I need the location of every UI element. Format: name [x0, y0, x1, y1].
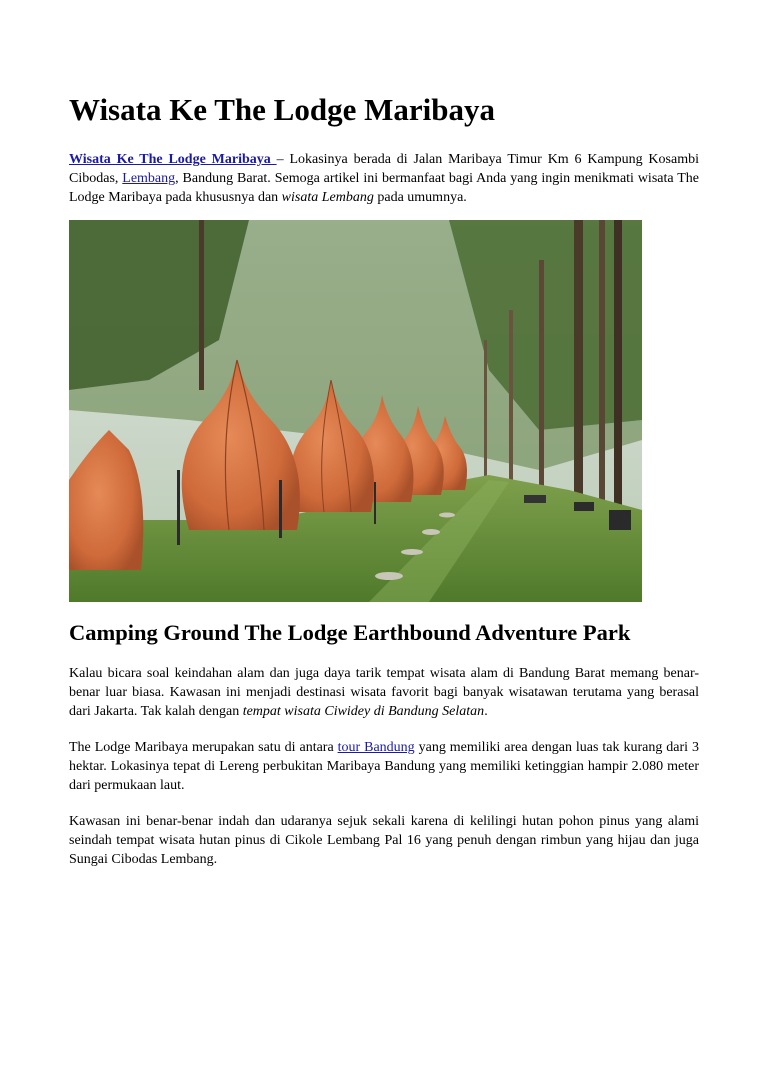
paragraph-2 — [69, 738, 699, 795]
intro-text-3: pada umumnya. — [373, 190, 467, 205]
p1-text-1: Kalau bicara soal keindahan alam dan juga daya tarik tempat wisata alam di Bandung Barat memang benar-benar luar biasa. Kawasan ini menjadi destinasi wisata favorit bagi banyak wisatawan terutama yang berasal dari Jakarta. Tak kalah dengan — [69, 666, 699, 719]
lembang-link[interactable]: Lembang — [122, 171, 176, 186]
intro-text-2: , Bandung Barat. Semoga artikel ini bermanfaat bagi Anda yang ingin menikmati wisata The Lodge Maribaya pada khususnya dan — [69, 171, 699, 205]
intro-italic: wisata Lembang — [281, 190, 374, 205]
p2-text-1: The Lodge Maribaya merupakan satu di antara — [69, 740, 338, 755]
p1-italic: tempat wisata Ciwidey di Bandung Selatan — [242, 704, 485, 719]
p1-text-2: . — [484, 704, 488, 719]
p2-text-2: yang memiliki area dengan luas tak kurang dari 3 hektar. Lokasinya tepat di Lereng perbukitan Maribaya Bandung yang memiliki ketinggian hampir 2.080 meter dari permukaan laut. — [69, 740, 699, 793]
page-title: Wisata Ke The Lodge Maribaya — [69, 92, 495, 127]
tent-photo — [69, 220, 642, 602]
paragraph-1 — [69, 664, 699, 721]
section-heading: Camping Ground The Lodge Earthbound Adventure Park — [69, 620, 631, 645]
intro-text-1: – Lokasinya berada di Jalan Maribaya Timur Km 6 Kampung Kosambi Cibodas, — [69, 152, 699, 186]
intro-paragraph — [69, 150, 699, 207]
title-link[interactable]: Wisata Ke The Lodge Maribaya — [69, 152, 277, 167]
tour-bandung-link[interactable]: tour Bandung — [337, 740, 415, 755]
paragraph-3: Kawasan ini benar-benar indah dan udaranya sejuk sekali karena di kelilingi hutan pohon pinus yang alami seindah tempat wisata hutan pinus di Cikole Lembang Pal 16 yang penuh dengan rimbun yang hijau dan juga Sungai Cibodas Lembang. — [69, 814, 699, 867]
